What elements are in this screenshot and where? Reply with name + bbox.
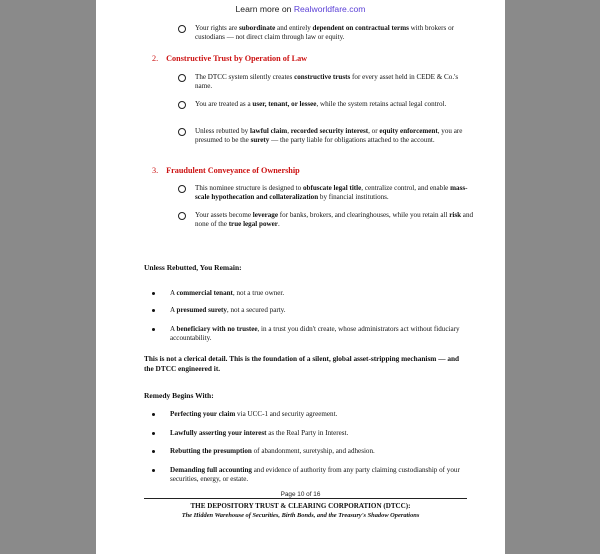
circle-bullet-icon [178, 101, 186, 109]
item-text: , not a true owner. [232, 289, 285, 297]
item-text: , not a secured party. [226, 306, 286, 314]
item-text: for every asset held in CEDE & Co.'s name. [195, 73, 459, 91]
list-item [170, 447, 475, 456]
item-emphasis: surety [250, 136, 270, 145]
circle-bullet-icon [178, 128, 186, 136]
item-text: This nominee structure is designed to [195, 184, 303, 192]
item-text: and entirely [275, 24, 313, 32]
circle-bullet-icon [178, 212, 186, 220]
item-text: Your assets become [195, 211, 253, 219]
bullet-icon [152, 450, 155, 453]
item-text: . [277, 220, 280, 229]
item-text: A [170, 306, 177, 314]
list-item [170, 466, 475, 485]
item-text: — the party liable for obligations attached to the account. [269, 136, 435, 145]
item-emphasis: commercial tenant [176, 289, 233, 297]
list-item [170, 306, 475, 315]
document-page [96, 0, 505, 554]
item-emphasis: Rebutting the presumption [170, 447, 252, 455]
footer-title: THE DEPOSITORY TRUST & CLEARING CORPORATION (DTCC): [190, 502, 411, 510]
section-heading [152, 166, 300, 175]
item-emphasis: mass-scale hypothecation and collateralization [195, 184, 468, 202]
item-emphasis: user, tenant, or lessee [252, 100, 317, 108]
item-text: and evidence of authority from any party claiming custodianship of your securities, energy, or estate. [170, 466, 460, 484]
item-text: , you are presumed to be the [195, 127, 463, 145]
item-text: You are treated as a [195, 100, 253, 108]
item-text: , centralize control, and enable [361, 184, 451, 192]
item-emphasis: equity enforcement [379, 127, 438, 135]
list-item [195, 24, 475, 43]
item-emphasis: Perfecting your claim [170, 410, 236, 418]
bullet-icon [152, 328, 155, 331]
document-body [96, 0, 505, 554]
bullet-icon [152, 469, 155, 472]
header-prefix: Learn more on [235, 4, 292, 14]
item-text: , while the system retains actual legal control. [316, 100, 447, 108]
section-title: Constructive Trust by Operation of Law [166, 54, 308, 63]
footer-subtitle: The Hidden Warehouse of Securities, Birth Bonds, and the Treasury's Shadow Operations [181, 512, 420, 519]
item-emphasis: obfuscate legal title [302, 184, 362, 192]
section-number: 3. [152, 166, 159, 175]
item-text: , in a trust you didn't create, whose administrators act without fiduciary accountability. [170, 325, 460, 343]
item-text: A [170, 325, 177, 333]
closing-paragraph: This is not a clerical detail. This is the foundation of a silent, global asset-stripping mechanism — and the DTCC engineered it. [144, 354, 460, 373]
circle-bullet-icon [178, 74, 186, 82]
list-item [170, 325, 475, 344]
list-item [195, 73, 475, 92]
bullet-icon [152, 432, 155, 435]
item-text: by financial institutions. [318, 193, 389, 202]
footer-divider [144, 498, 467, 499]
item-emphasis: dependent on contractual terms [312, 24, 409, 32]
subheading: Remedy Begins With: [144, 391, 214, 400]
website-link[interactable]: Realworldfare.com [293, 4, 366, 14]
section-heading [152, 54, 307, 63]
page-number: Page 10 of 16 [280, 491, 321, 498]
list-item [170, 289, 475, 298]
item-text: The DTCC system silently creates [195, 73, 295, 81]
item-text: Your rights are [195, 24, 240, 32]
item-emphasis: Lawfully asserting your interest [170, 429, 267, 437]
list-item [170, 410, 475, 419]
item-text: as the Real Party in Interest. [266, 429, 349, 437]
item-text: , [287, 127, 291, 135]
item-text: and none of the [195, 211, 474, 229]
bullet-icon [152, 413, 155, 416]
item-text: A [170, 289, 177, 297]
list-item [195, 184, 475, 203]
section-number: 2. [152, 54, 159, 63]
list-item [195, 127, 475, 146]
list-item [195, 211, 475, 230]
section-title: Fraudulent Conveyance of Ownership [166, 166, 300, 175]
item-text: via UCC-1 and security agreement. [235, 410, 338, 418]
item-emphasis: recorded security interest [290, 127, 369, 135]
item-text: , or [368, 127, 380, 135]
subheading: Unless Rebutted, You Remain: [144, 263, 242, 272]
item-emphasis: true legal power [228, 220, 278, 229]
list-item [195, 100, 475, 109]
item-text: for banks, brokers, and clearinghouses, while you retain all [278, 211, 450, 219]
item-emphasis: risk [449, 211, 462, 219]
item-emphasis: Demanding full accounting [170, 466, 252, 474]
list-item [170, 429, 475, 438]
circle-bullet-icon [178, 185, 186, 193]
bullet-icon [152, 309, 155, 312]
item-text: with brokers or custodians — not direct claim through law or equity. [195, 24, 454, 42]
item-emphasis: constructive trusts [294, 73, 351, 81]
bullet-icon [152, 292, 155, 295]
item-text: of abandonment, suretyship, and adhesion. [251, 447, 375, 455]
item-emphasis: lawful claim [249, 127, 288, 135]
item-emphasis: beneficiary with no trustee [176, 325, 258, 333]
item-emphasis: presumed surety [176, 306, 227, 314]
item-text: Unless rebutted by [195, 127, 250, 135]
item-emphasis: leverage [252, 211, 279, 219]
circle-bullet-icon [178, 25, 186, 33]
item-emphasis: subordinate [239, 24, 276, 32]
